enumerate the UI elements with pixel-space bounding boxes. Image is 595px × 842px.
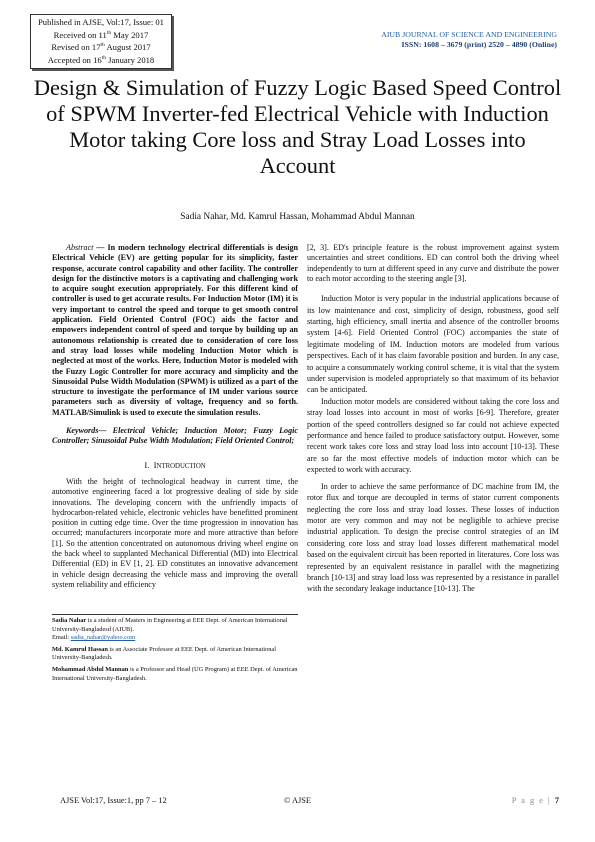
right-paragraph-2: Induction Motor is very popular in the industrial applications because of its low maintenance and cost, simplicity of design, robustness, good self starting, high efficiency, small inertia and absence of the controller brooms system [4-6]. Field Oriented Control (FOC) accompanies the state of legitimate modeling of IM. Induction motors are modeled from various perspectives. Each of it has claim favorable position and burden. In any case, to acquire a consummately working control scheme, it is vital that the system under supervision is modeled appropriately so that maximum of its behavior can be anticipated. [307,294,559,395]
footer-page-number: P a g e | 7 [511,796,559,805]
accepted-line: Accepted on 16th January 2018 [47,54,155,65]
journal-header [381,30,557,50]
left-column [52,243,298,590]
revised-line: Revised on 17th August 2017 [51,41,151,52]
footnote-author-1: Sadia Nahar is a student of Masters in Engineering at EEE Dept. of American International University-Bangladesd (AIUB). [52,617,288,633]
author-list: Sadia Nahar, Md. Kamrul Hassan, Mohammad Abdul Mannan [180,212,415,222]
footer-copyright: © AJSE [283,796,312,805]
published-line: Published in AJSE, Vol:17, Issue: 01 [38,17,164,27]
right-paragraph-1: [2, 3]. ED's principle feature is the robust improvement against system uncertainties and street conditions. ED can control both the driving wheel independently to turn at different speed in any curve and distribute the power to each motor according to the steering angle [3]. [307,243,559,283]
footnote-email-line: Email: sadia_nahar@yahoo.com [52,634,136,642]
right-column [307,243,559,595]
right-paragraph-4: In order to achieve the same performance of DC machine from IM, the rotor flux and torque are decoupled in terms of stator current components neglecting the core loss and stray load losses. These losses of induction motor are very common and may not be negligible to achieve precise industrial application. To design the precise control strategies of an IM considering core loss and stray load losses different mathematical model based on the equivalent circuit has been reported in literatures. Core loss was represented by an equivalent resistance in parallel with the magnetizing branch [10-13] and stray load loss was represented by a resistance in parallel with the secondary leakage inductance [10-13]. The [307,481,559,594]
footnote-author-3: Mohammad Abdul Mannan is a Professor and Head (UG Program) at EEE Dept. of American International University-Bangladesh. [52,665,298,682]
abstract-text: — In modern technology electrical differentials is design Electrical Vehicle (EV) are getting popular for its simplicity, faster response, accurate control capability and other facility. The controller design for the distinctive motors is a captivating and challenging work to acquire sought execution appropriately. For this different kind of controller is used to get accurate results. For Induction Motor (IM) it is very important to control the speed and torque to get smooth control application. Field Oriented Control (FOC) aids the factor and empowers independent control of speed and torque by building up an autonomous relationship is created due to consideration of core loss and stray load losses while modeling Induction Motor which is neglected at most of the works. Here, Induction Motor is modeled with the Fuzzy Logic Controller for more accuracy and simplicity and the Sinusoidal Pulse Width Modulation (SPWM) is utilized as a part of the structure to investigate the performance of IM under various source parameters such as diversity of voltage, frequency and so forth. MATLAB/Simulink is used to execute the simulation results. [52,243,298,417]
journal-issn: ISSN: 1608 – 3679 (print) 2520 – 4890 (Online) [401,40,557,49]
section-heading-introduction: I. INTRODUCTION [144,459,206,470]
author-footnotes [52,614,298,683]
publication-info-box [30,14,172,69]
paper-title: Design & Simulation of Fuzzy Logic Based Speed Control of SPWM Inverter-fed Electrical Vehicle with Induction Motor taking Core loss and Stray Load Losses into Account [33,75,562,178]
abstract [52,243,298,418]
footnote-author-2: Md. Kamrul Hassan is an Associate Professor at EEE Dept. of American International University-Bangladesh. [52,645,276,662]
intro-paragraph: With the height of technological headway in current time, the automotive engineering faced a lot progressive dealing of side by side innovations. The developing concern with the unfriendly impacts of hydrocarbon-related vehicle, electronic vehicles have benefitted prominent position in cutting edge time. Over the time progression in innovation has occurred; manufacturers incorporate more and more attractive than before [1]. So the attention concentrated on autonomous driving wheel engine on the back wheel to supplanted Mechanical Differential (MD) into Electrical Differential (ED) in EV [1, 2]. ED constitutes an innovative advancement in vehicle design decreasing the vehicle mass and improving the overall system reliability and efficiency [52,476,298,589]
footer-citation: AJSE Vol:17, Issue:1, pp 7 – 12 [60,796,167,805]
abstract-label: Abstract [66,243,94,252]
keywords: Keywords— Electrical Vehicle; Induction Motor; Fuzzy Logic Controller; Sinusoidal Pulse Width Modulation; Field Oriented Control; [52,426,298,446]
author-email-link[interactable]: sadia_nahar@yahoo.com [70,634,136,642]
received-line: Received on 11th May 2017 [53,29,149,40]
footnote-divider [52,614,298,615]
journal-name: AIUB JOURNAL OF SCIENCE AND ENGINEERING [381,30,557,39]
right-paragraph-3: Induction motor models are considered without taking the core loss and stray load losses into account in most of works [6-9]. Therefore, greater portion of the speed controllers designed so far could not achieve expected performance and hence failed to produce satisfactory output. However, some recent work takes core loss and stray load loss into account [10-13]. These are so far the most effective models of induction motor which can be expected to work with accuracy. [307,396,559,475]
